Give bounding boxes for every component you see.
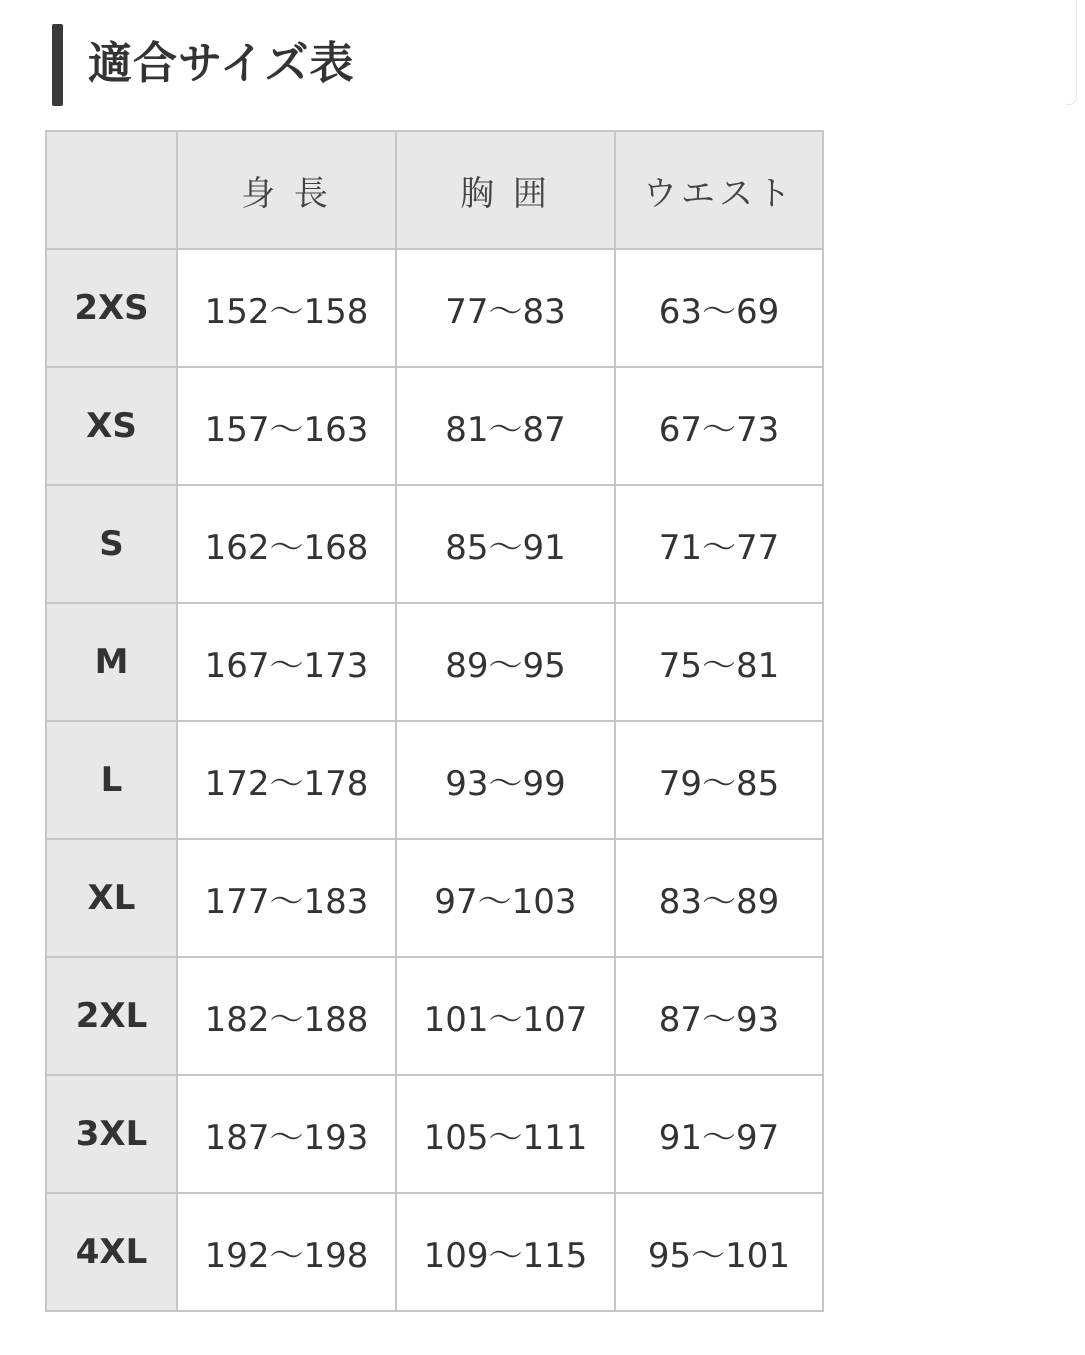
table-row <box>46 957 823 1075</box>
column-header-waist: ウエスト <box>615 131 823 249</box>
waist-cell: 71〜77 <box>615 485 823 603</box>
chest-cell: 93〜99 <box>396 721 615 839</box>
chest-cell: 105〜111 <box>396 1075 615 1193</box>
size-label: L <box>46 721 177 839</box>
height-cell: 192〜198 <box>177 1193 396 1311</box>
height-cell: 172〜178 <box>177 721 396 839</box>
chest-cell: 77〜83 <box>396 249 615 367</box>
size-label: M <box>46 603 177 721</box>
size-table <box>45 130 824 1312</box>
column-header-height: 身 長 <box>177 131 396 249</box>
height-cell: 162〜168 <box>177 485 396 603</box>
waist-cell: 79〜85 <box>615 721 823 839</box>
table-corner-cell <box>46 131 177 249</box>
waist-cell: 95〜101 <box>615 1193 823 1311</box>
heading-accent-bar <box>52 24 63 106</box>
chest-cell: 101〜107 <box>396 957 615 1075</box>
table-row <box>46 1193 823 1311</box>
page-title: 適合サイズ表 <box>88 38 355 89</box>
size-label: XL <box>46 839 177 957</box>
waist-cell: 63〜69 <box>615 249 823 367</box>
size-label: 4XL <box>46 1193 177 1311</box>
table-row <box>46 839 823 957</box>
panel-edge <box>1066 0 1077 105</box>
table-row <box>46 1075 823 1193</box>
size-label: XS <box>46 367 177 485</box>
table-header-row <box>46 131 823 249</box>
waist-cell: 67〜73 <box>615 367 823 485</box>
table-row <box>46 485 823 603</box>
height-cell: 152〜158 <box>177 249 396 367</box>
size-label: 2XL <box>46 957 177 1075</box>
chest-cell: 109〜115 <box>396 1193 615 1311</box>
height-cell: 187〜193 <box>177 1075 396 1193</box>
waist-cell: 83〜89 <box>615 839 823 957</box>
column-header-chest: 胸 囲 <box>396 131 615 249</box>
table-row <box>46 603 823 721</box>
waist-cell: 75〜81 <box>615 603 823 721</box>
size-label: 3XL <box>46 1075 177 1193</box>
waist-cell: 91〜97 <box>615 1075 823 1193</box>
size-label: S <box>46 485 177 603</box>
size-label: 2XS <box>46 249 177 367</box>
table-row <box>46 721 823 839</box>
height-cell: 177〜183 <box>177 839 396 957</box>
chest-cell: 89〜95 <box>396 603 615 721</box>
table-row <box>46 367 823 485</box>
chest-cell: 97〜103 <box>396 839 615 957</box>
height-cell: 157〜163 <box>177 367 396 485</box>
table-row <box>46 249 823 367</box>
height-cell: 167〜173 <box>177 603 396 721</box>
waist-cell: 87〜93 <box>615 957 823 1075</box>
chest-cell: 85〜91 <box>396 485 615 603</box>
chest-cell: 81〜87 <box>396 367 615 485</box>
height-cell: 182〜188 <box>177 957 396 1075</box>
